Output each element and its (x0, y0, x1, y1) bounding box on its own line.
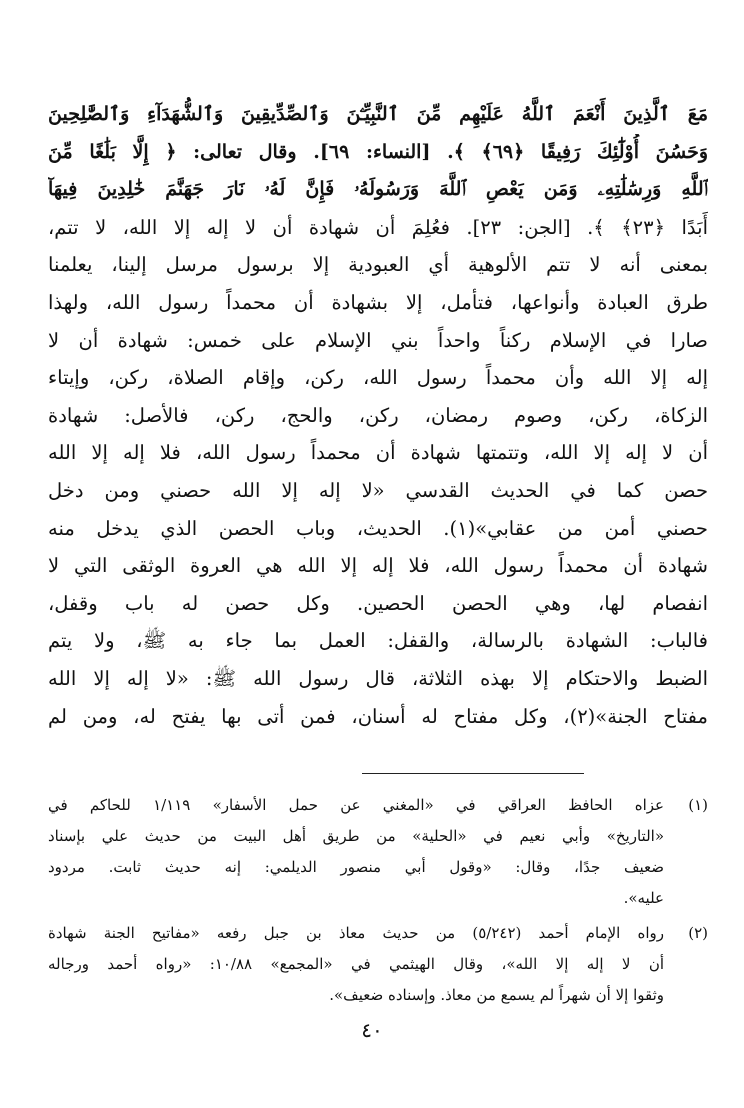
footnote-text (48, 918, 664, 1011)
body-line: بمعنى أنه لا تتم الألوهية أي العبودية إلا برسول مرسل إلينا، يعلمنا (48, 253, 708, 277)
footnote (48, 918, 708, 1011)
footnote-number: (١) (688, 796, 708, 814)
body-line: مَعَ ٱلَّذِينَ أَنْعَمَ ٱللَّهُ عَلَيْهِم مِّنَ ٱلنَّبِيِّـۧنَ وَٱلصِّدِّيقِينَ وَٱلشُّهَدَآءِ وَٱلصَّٰلِحِينَ (48, 103, 708, 125)
main-text (48, 96, 708, 735)
body-line: مفتاح الجنة»(٢)، وكل مفتاح له أسنان، فمن أتى بها يفتح له، ومن لم (48, 704, 708, 728)
body-line: إله إلا الله وأن محمداً رسول الله، ركن، وإقام الصلاة، ركن، وإيتاء (48, 366, 708, 390)
footnote-number: (٢) (688, 924, 708, 942)
body-line: فالباب: الشهادة بالرسالة، والقفل: العمل بما جاء به ﷺ، ولا يتم (48, 629, 708, 653)
footnotes (48, 790, 708, 1015)
footnote-line: عزاه الحافظ العراقي في «المغني عن حمل الأسفار» ١/١١٩ للحاكم في (48, 796, 664, 814)
footnote-line: أن لا إله إلا الله»، وقال الهيثمي في «المجمع» ١٠/٨٨: «رواه أحمد ورجاله (48, 955, 664, 973)
body-line: طرق العبادة وأنواعها، فتأمل، إلا بشهادة أن محمداً رسول الله، ولهذا (48, 290, 708, 314)
body-line: أَبَدًا ﴿٢٣﴾ ﴾. [الجن: ٢٣]. فعُلِمَ أن شهادة أن لا إله إلا الله، لا تتم، (48, 215, 708, 239)
footnote-separator (362, 773, 584, 774)
body-line: صارا في الإسلام ركناً واحداً بني الإسلام على خمس: شهادة أن لا (48, 328, 708, 352)
footnote-line: وثقوا إلا أن شهراً لم يسمع من معاذ. وإسناده ضعيف». (329, 986, 664, 1004)
footnote-line: ضعيف جدًا، وقال: «وقول أبي منصور الديلمي: إنه حديث ثابت. مردود (48, 858, 664, 876)
footnote (48, 790, 708, 914)
body-line: حصني أمن من عقابي»(١). الحديث، وباب الحصن الذي يدخل منه (48, 516, 708, 540)
body-line: ٱللَّهِ وَرِسَٰلَٰتِهِۦ وَمَن يَعْصِ ٱللَّهَ وَرَسُولَهُۥ فَإِنَّ لَهُۥ نَارَ جَهَنَّمَ خَٰلِدِينَ فِيهَآ (48, 178, 708, 201)
page-number: ٤٠ (361, 1018, 383, 1042)
footnote-text (48, 790, 664, 914)
body-line: الزكاة، ركن، وصوم رمضان، ركن، والحج، ركن، فالأصل: شهادة (48, 403, 708, 427)
body-line: أن لا إله إلا الله، وتتمتها شهادة أن محمداً رسول الله، فلا إله إلا الله (48, 441, 708, 465)
body-line: انفصام لها، وهي الحصن الحصين. وكل حصن له باب وقفل، (48, 591, 708, 615)
body-line: شهادة أن محمداً رسول الله، فلا إله إلا الله هي العروة الوثقى التي لا (48, 554, 708, 578)
footnote-line: رواه الإمام أحمد (٥/٢٤٢) من حديث معاذ بن جبل رفعه «مفاتيح الجنة شهادة (48, 924, 664, 942)
body-line: وَحَسُنَ أُوْلَٰٓئِكَ رَفِيقًا ﴿٦٩﴾ ﴾. [النساء: ٦٩]. وقال تعالى: ﴿ إِلَّا بَلَٰغًا مِّنَ (48, 140, 708, 163)
footnote-line: عليه». (623, 889, 664, 907)
footnote-line: «التاريخ» وأبي نعيم في «الحلية» من طريق أهل البيت من حديث علي بإسناد (48, 827, 664, 845)
body-line: الضبط والاحتكام إلا بهذه الثلاثة، قال رسول الله ﷺ: «لا إله إلا الله (48, 666, 708, 690)
body-line: حصن كما في الحديث القدسي «لا إله إلا الله حصني ومن دخل (48, 478, 708, 502)
